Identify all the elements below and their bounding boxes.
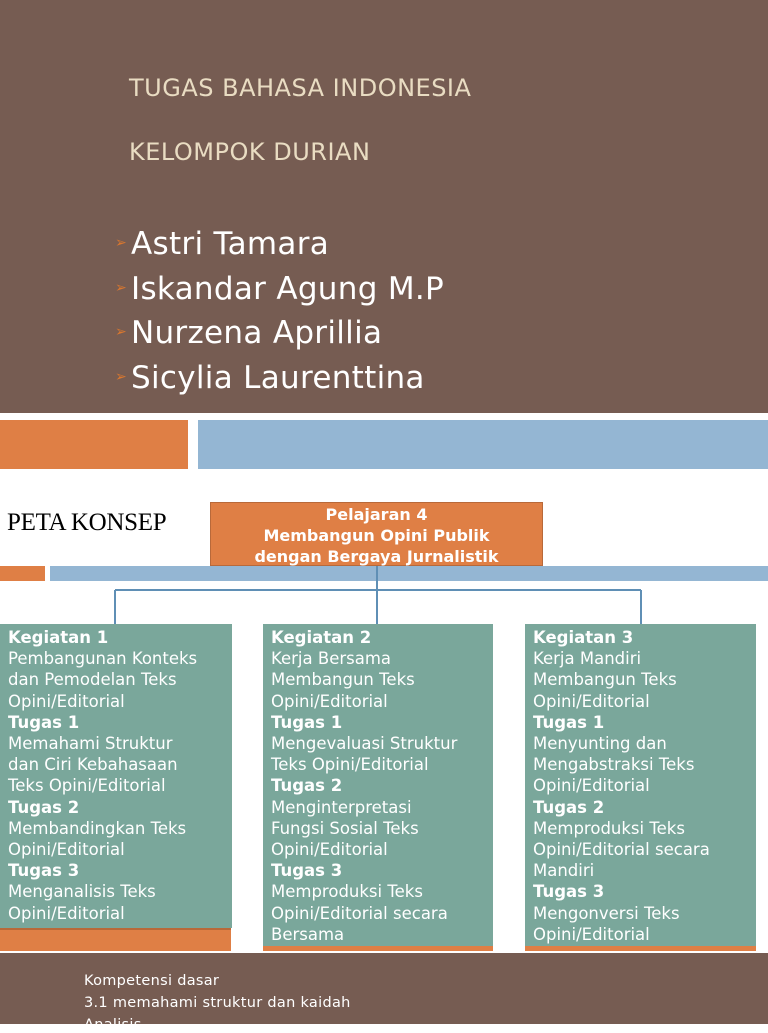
member-list: [115, 226, 444, 404]
lesson-title-line1: Membangun Opini Publik: [263, 526, 490, 545]
card-text-line: Mengonversi Teks: [533, 903, 680, 923]
card-section-heading: Tugas 1: [8, 712, 80, 732]
card-section-heading: Kegiatan 3: [533, 628, 634, 647]
card-text-line: Teks Opini/Editorial: [8, 776, 166, 796]
competency-item: 3.1 memahami struktur dan kaidah: [84, 995, 351, 1011]
card-text-line: Opini/Editorial: [533, 691, 650, 711]
member-name: Astri Tamara: [131, 226, 330, 262]
competency-slide: [0, 953, 768, 1033]
card-text-line: dan Ciri Kebahasaan: [8, 755, 178, 775]
arrow-bullet-icon: ➢: [115, 279, 128, 296]
lesson-title-line2: dengan Bergaya Jurnalistik: [254, 547, 499, 566]
card-text-line: Fungsi Sosial Teks: [271, 818, 419, 838]
card-section-heading: Kegiatan 1: [8, 628, 109, 647]
arrow-bullet-icon: ➢: [115, 368, 128, 385]
member-name: Sicylia Laurenttina: [131, 359, 425, 396]
card-text-line: Opini/Editorial: [533, 924, 650, 944]
card-footer-bar: [0, 928, 231, 951]
card-section-heading: Tugas 2: [533, 797, 605, 817]
card-text-line: Membangun Teks: [533, 670, 677, 690]
card-text-line: Memproduksi Teks: [533, 818, 685, 838]
activity-card-2: [263, 624, 493, 947]
card-text-line: Opini/Editorial: [8, 691, 125, 711]
activity-card-1: [0, 624, 232, 928]
card-section-heading: Tugas 2: [8, 797, 80, 817]
card-text-line: Memproduksi Teks: [271, 882, 423, 902]
card-text-line: Bersama: [271, 924, 345, 944]
slide-title: TUGAS BAHASA INDONESIA: [129, 74, 472, 102]
member-item: [115, 315, 444, 360]
card-section-heading: Tugas 3: [8, 861, 80, 881]
slide-divider: [0, 413, 768, 418]
activity-card-3: [525, 624, 756, 947]
card-section-heading: Tugas 1: [533, 712, 605, 732]
card-footer-bar: [263, 946, 493, 951]
decor-bar-blue-thin: [50, 566, 768, 581]
card-text-line: Kerja Mandiri: [533, 649, 642, 669]
card-text-line: Menganalisis Teks: [8, 882, 156, 902]
card-text-line: Mandiri: [533, 861, 595, 881]
member-item: [115, 226, 444, 271]
card-text-line: Opini/Editorial secara: [533, 840, 710, 860]
card-section-heading: Tugas 2: [271, 776, 343, 796]
lesson-box: [210, 502, 543, 566]
card-text-line: Pembangunan Konteks: [8, 649, 198, 669]
card-section-heading: Tugas 1: [271, 712, 343, 732]
decor-bar-orange: [0, 420, 188, 469]
member-item: [115, 360, 444, 405]
card-section-heading: Tugas 3: [533, 882, 605, 902]
card-text-line: Opini/Editorial: [533, 776, 650, 796]
card-text-line: Opini/Editorial: [271, 691, 388, 711]
lesson-number: Pelajaran 4: [325, 505, 428, 524]
member-item: [115, 271, 444, 316]
card-text-line: Menginterpretasi: [271, 797, 412, 817]
decor-bar-blue: [198, 420, 768, 469]
card-section-heading: Tugas 3: [271, 861, 343, 881]
competency-heading: Kompetensi dasar: [84, 973, 220, 989]
card-text-line: dan Pemodelan Teks: [8, 670, 177, 690]
card-text-line: Opini/Editorial: [8, 840, 125, 860]
card-section-heading: Kegiatan 2: [271, 628, 372, 647]
card-text-line: Membangun Teks: [271, 670, 415, 690]
title-slide: [0, 0, 768, 413]
competency-item: Analisis...: [84, 1017, 157, 1033]
card-text-line: Mengabstraksi Teks: [533, 755, 695, 775]
arrow-bullet-icon: ➢: [115, 324, 128, 340]
card-text-line: Kerja Bersama: [271, 649, 392, 669]
card-text-line: Menyunting dan: [533, 734, 667, 754]
card-text-line: Teks Opini/Editorial: [271, 755, 429, 775]
member-name: Nurzena Aprillia: [131, 315, 383, 351]
decor-bar-orange-thin: [0, 566, 45, 581]
card-text-line: Opini/Editorial: [271, 840, 388, 860]
concept-map-heading: PETA KONSEP: [7, 509, 167, 536]
card-text-line: Opini/Editorial secara: [271, 903, 448, 923]
slide-subtitle: KELOMPOK DURIAN: [129, 138, 371, 166]
arrow-bullet-icon: ➢: [115, 235, 128, 251]
card-text-line: Membandingkan Teks: [8, 818, 187, 838]
card-text-line: Mengevaluasi Struktur: [271, 734, 458, 754]
member-name: Iskandar Agung M.P: [131, 270, 445, 307]
card-text-line: Opini/Editorial: [8, 903, 125, 923]
card-footer-bar: [525, 946, 756, 951]
card-text-line: Memahami Struktur: [8, 734, 173, 754]
